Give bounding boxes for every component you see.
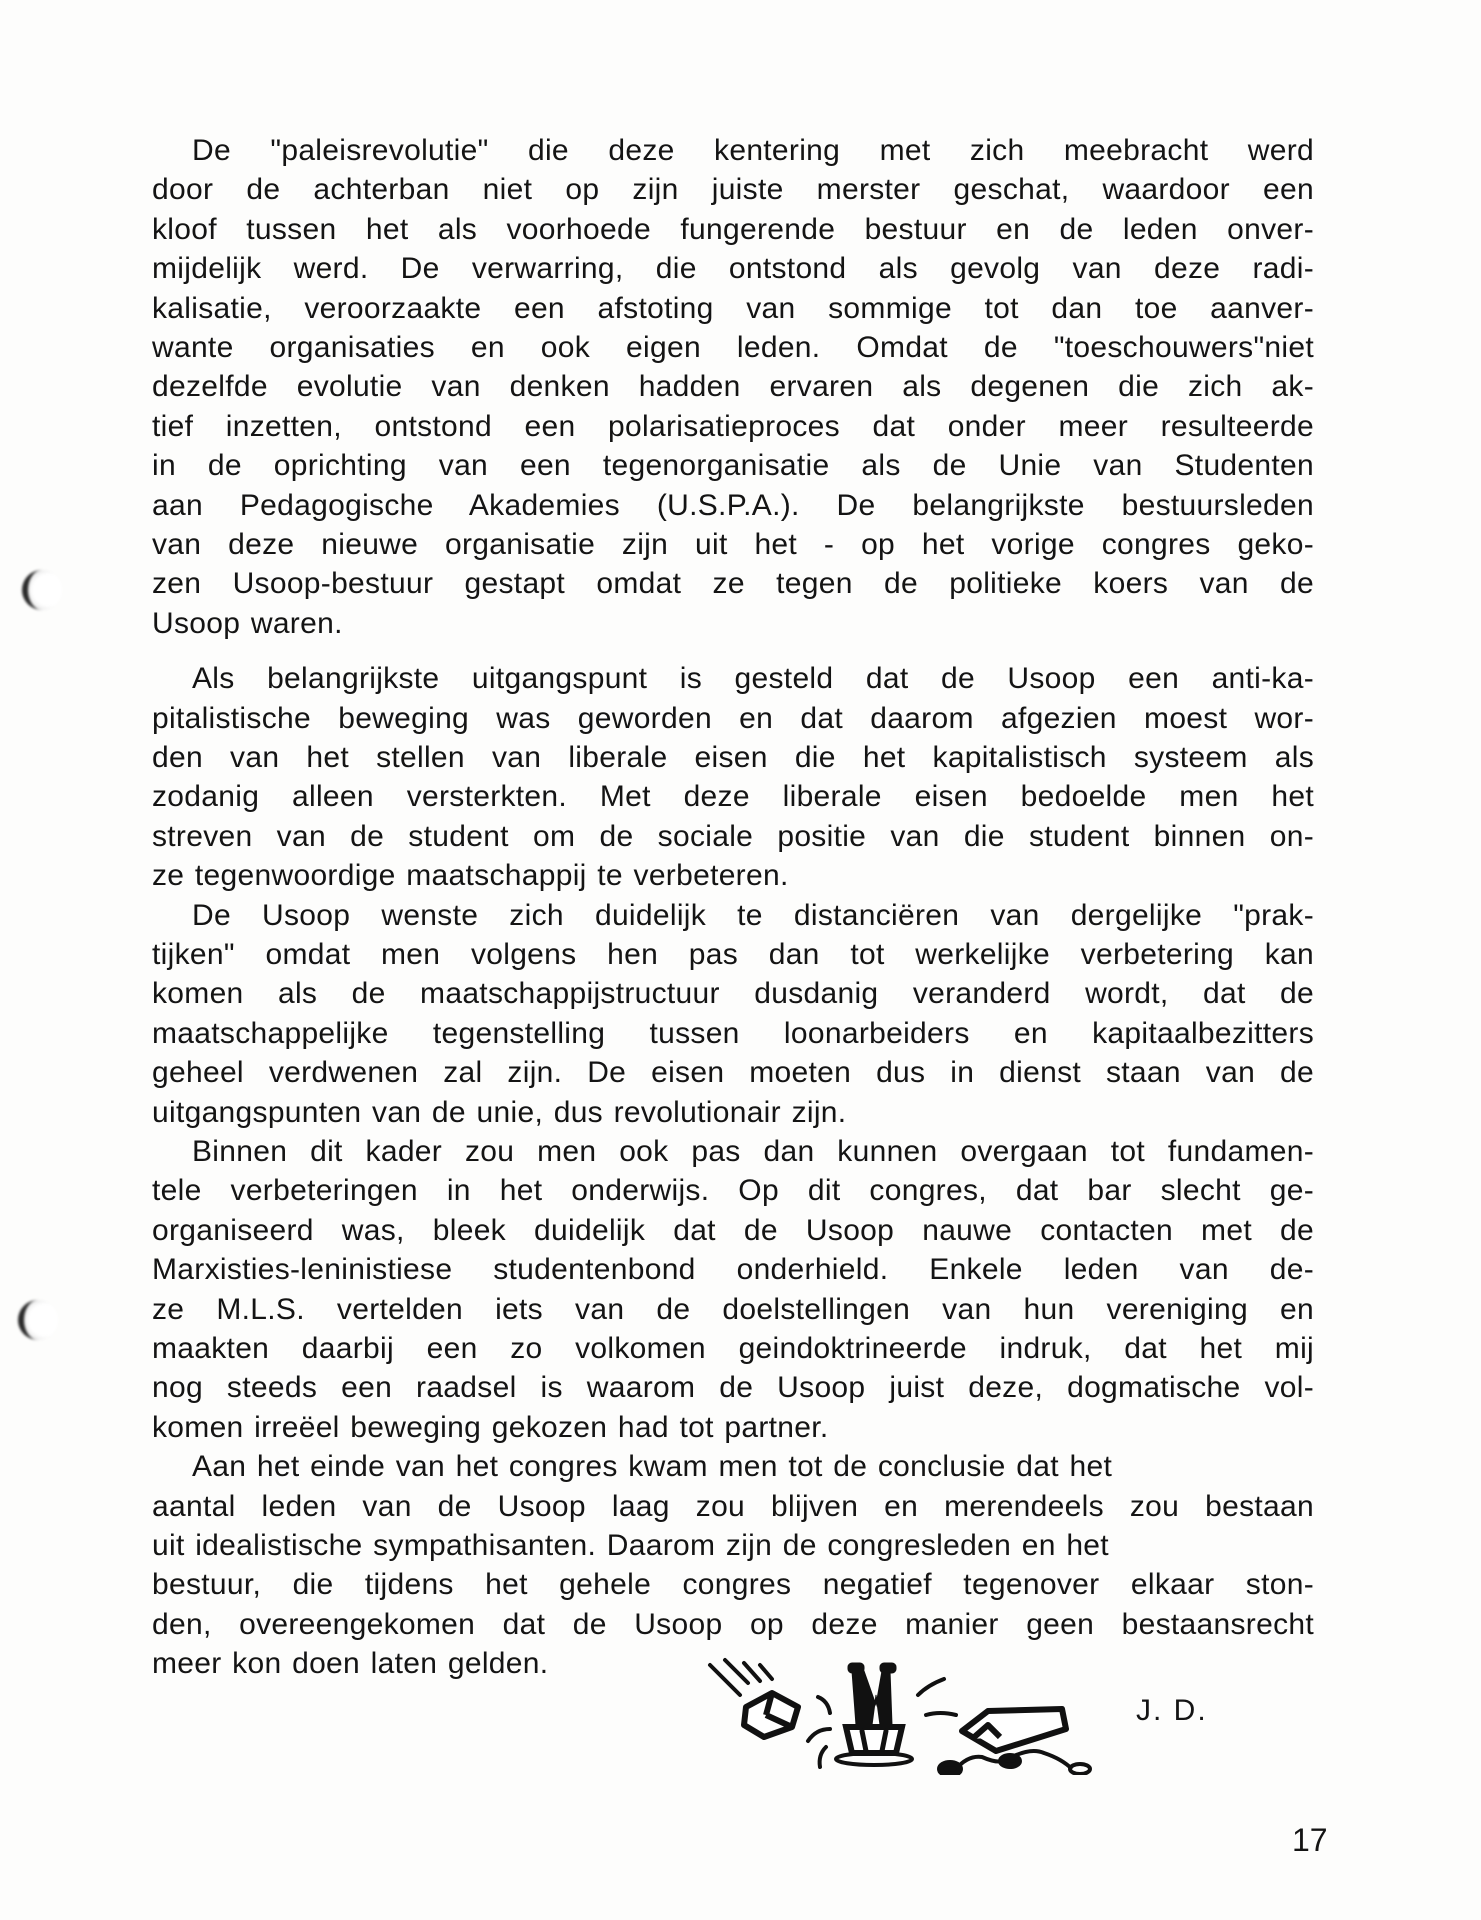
text-line: streven van de student om de sociale positie van die student binnen on- bbox=[152, 819, 1314, 853]
text-line: in de oprichting van een tegenorganisatie als de Unie van Studenten bbox=[152, 449, 1314, 483]
text-line: dezelfde evolutie van denken hadden ervaren als degenen die zich ak- bbox=[152, 370, 1314, 404]
text-line: Usoop waren. bbox=[152, 606, 343, 640]
text-line: Als belangrijkste uitgangspunt is gesteld dat de Usoop een anti-ka- bbox=[192, 662, 1314, 696]
text-line: De Usoop wenste zich duidelijk te distanciëren van dergelijke "prak- bbox=[192, 898, 1314, 932]
text-line: door de achterban niet op zijn juiste merster geschat, waardoor een bbox=[152, 173, 1314, 207]
text-line: komen irreëel beweging gekozen had tot partner. bbox=[152, 1410, 829, 1444]
motion-lines bbox=[710, 1660, 772, 1695]
text-line: uit idealistische sympathisanten. Daarom zijn de congresleden en het bbox=[152, 1529, 1109, 1562]
text-line: aan Pedagogische Akademies (U.S.P.A.). De belangrijkste bestuursleden bbox=[152, 488, 1314, 522]
text-line: Binnen dit kader zou men ook pas dan kunnen overgaan tot fundamen- bbox=[192, 1135, 1314, 1168]
text-line: pitalistische beweging was geworden en dat daarom afgezien moest wor- bbox=[152, 701, 1314, 735]
cartoon-illustration bbox=[700, 1655, 1120, 1775]
text-line: bestuur, die tijdens het gehele congres negatief tegenover elkaar ston- bbox=[152, 1568, 1314, 1602]
text-line: ze M.L.S. vertelden iets van de doelstellingen van hun vereniging en bbox=[152, 1292, 1314, 1326]
text-line: Marxisties-leninistiese studentenbond onderhield. Enkele leden van de- bbox=[152, 1253, 1314, 1287]
text-line: komen als de maatschappijstructuur dusdanig veranderd wordt, dat de bbox=[152, 977, 1314, 1011]
text-line: Aan het einde van het congres kwam men tot de conclusie dat het bbox=[192, 1450, 1113, 1484]
text-line: aantal leden van de Usoop laag zou blijven en merendeels zou bestaan bbox=[152, 1489, 1314, 1523]
text-line: zodanig alleen versterkten. Met deze liberale eisen bedoelde men het bbox=[152, 780, 1314, 814]
text-line: organiseerd was, bleek duidelijk dat de Usoop nauwe contacten met de bbox=[152, 1213, 1314, 1247]
binder-hole-bottom bbox=[18, 1300, 58, 1340]
author-signature: J. D. bbox=[1136, 1694, 1208, 1727]
text-line: nog steeds een raadsel is waarom de Usoop juist deze, dogmatische vol- bbox=[152, 1371, 1314, 1405]
page-number: 17 bbox=[1292, 1822, 1328, 1858]
text-line: kalisatie, veroorzaakte een afstoting van sommige tot dan toe aanver- bbox=[152, 291, 1314, 325]
text-line: tele verbeteringen in het onderwijs. Op dit congres, dat bar slecht ge- bbox=[152, 1174, 1314, 1208]
text-line: wante organisaties en ook eigen leden. Omdat de "toeschouwers"niet bbox=[152, 331, 1314, 364]
text-line: tijken" omdat men volgens hen pas dan tot werkelijke verbetering kan bbox=[152, 938, 1314, 971]
text-line: den, overeengekomen dat de Usoop op deze manier geen bestaansrecht bbox=[152, 1607, 1314, 1641]
text-line: meer kon doen laten gelden. bbox=[152, 1647, 549, 1681]
binder-hole-top bbox=[22, 570, 62, 610]
text-line: den van het stellen van liberale eisen die het kapitalistisch systeem als bbox=[152, 741, 1314, 774]
text-line: van deze nieuwe organisatie zijn uit het - op het vorige congres geko- bbox=[152, 528, 1314, 561]
text-line: ze tegenwoordige maatschappij te verbeteren. bbox=[152, 859, 789, 893]
text-line: zen Usoop-bestuur gestapt omdat ze tegen de politieke koers van de bbox=[152, 567, 1314, 601]
falling-block-icon bbox=[744, 1693, 798, 1737]
text-line: De "paleisrevolutie" die deze kentering met zich meebracht werd bbox=[192, 134, 1314, 167]
text-line: geheel verdwenen zal zijn. De eisen moeten dus in dienst staan van de bbox=[152, 1056, 1314, 1090]
text-line: maakten daarbij een zo volkomen geindoktrineerde indruk, dat het mij bbox=[152, 1332, 1314, 1365]
text-line: kloof tussen het als voorhoede fungerende bestuur en de leden onver- bbox=[152, 212, 1314, 246]
text-line: mijdelijk werd. De verwarring, die ontstond als gevolg van deze radi- bbox=[152, 252, 1314, 286]
text-line: maatschappelijke tegenstelling tussen loonarbeiders en kapitaalbezitters bbox=[152, 1016, 1314, 1050]
overturned-cart-icon bbox=[940, 1709, 1090, 1775]
text-line: tief inzetten, ontstond een polarisatieproces dat onder meer resulteerde bbox=[152, 409, 1314, 443]
upside-down-figure-icon bbox=[836, 1663, 912, 1765]
text-line: uitgangspunten van de unie, dus revolutionair zijn. bbox=[152, 1095, 847, 1129]
